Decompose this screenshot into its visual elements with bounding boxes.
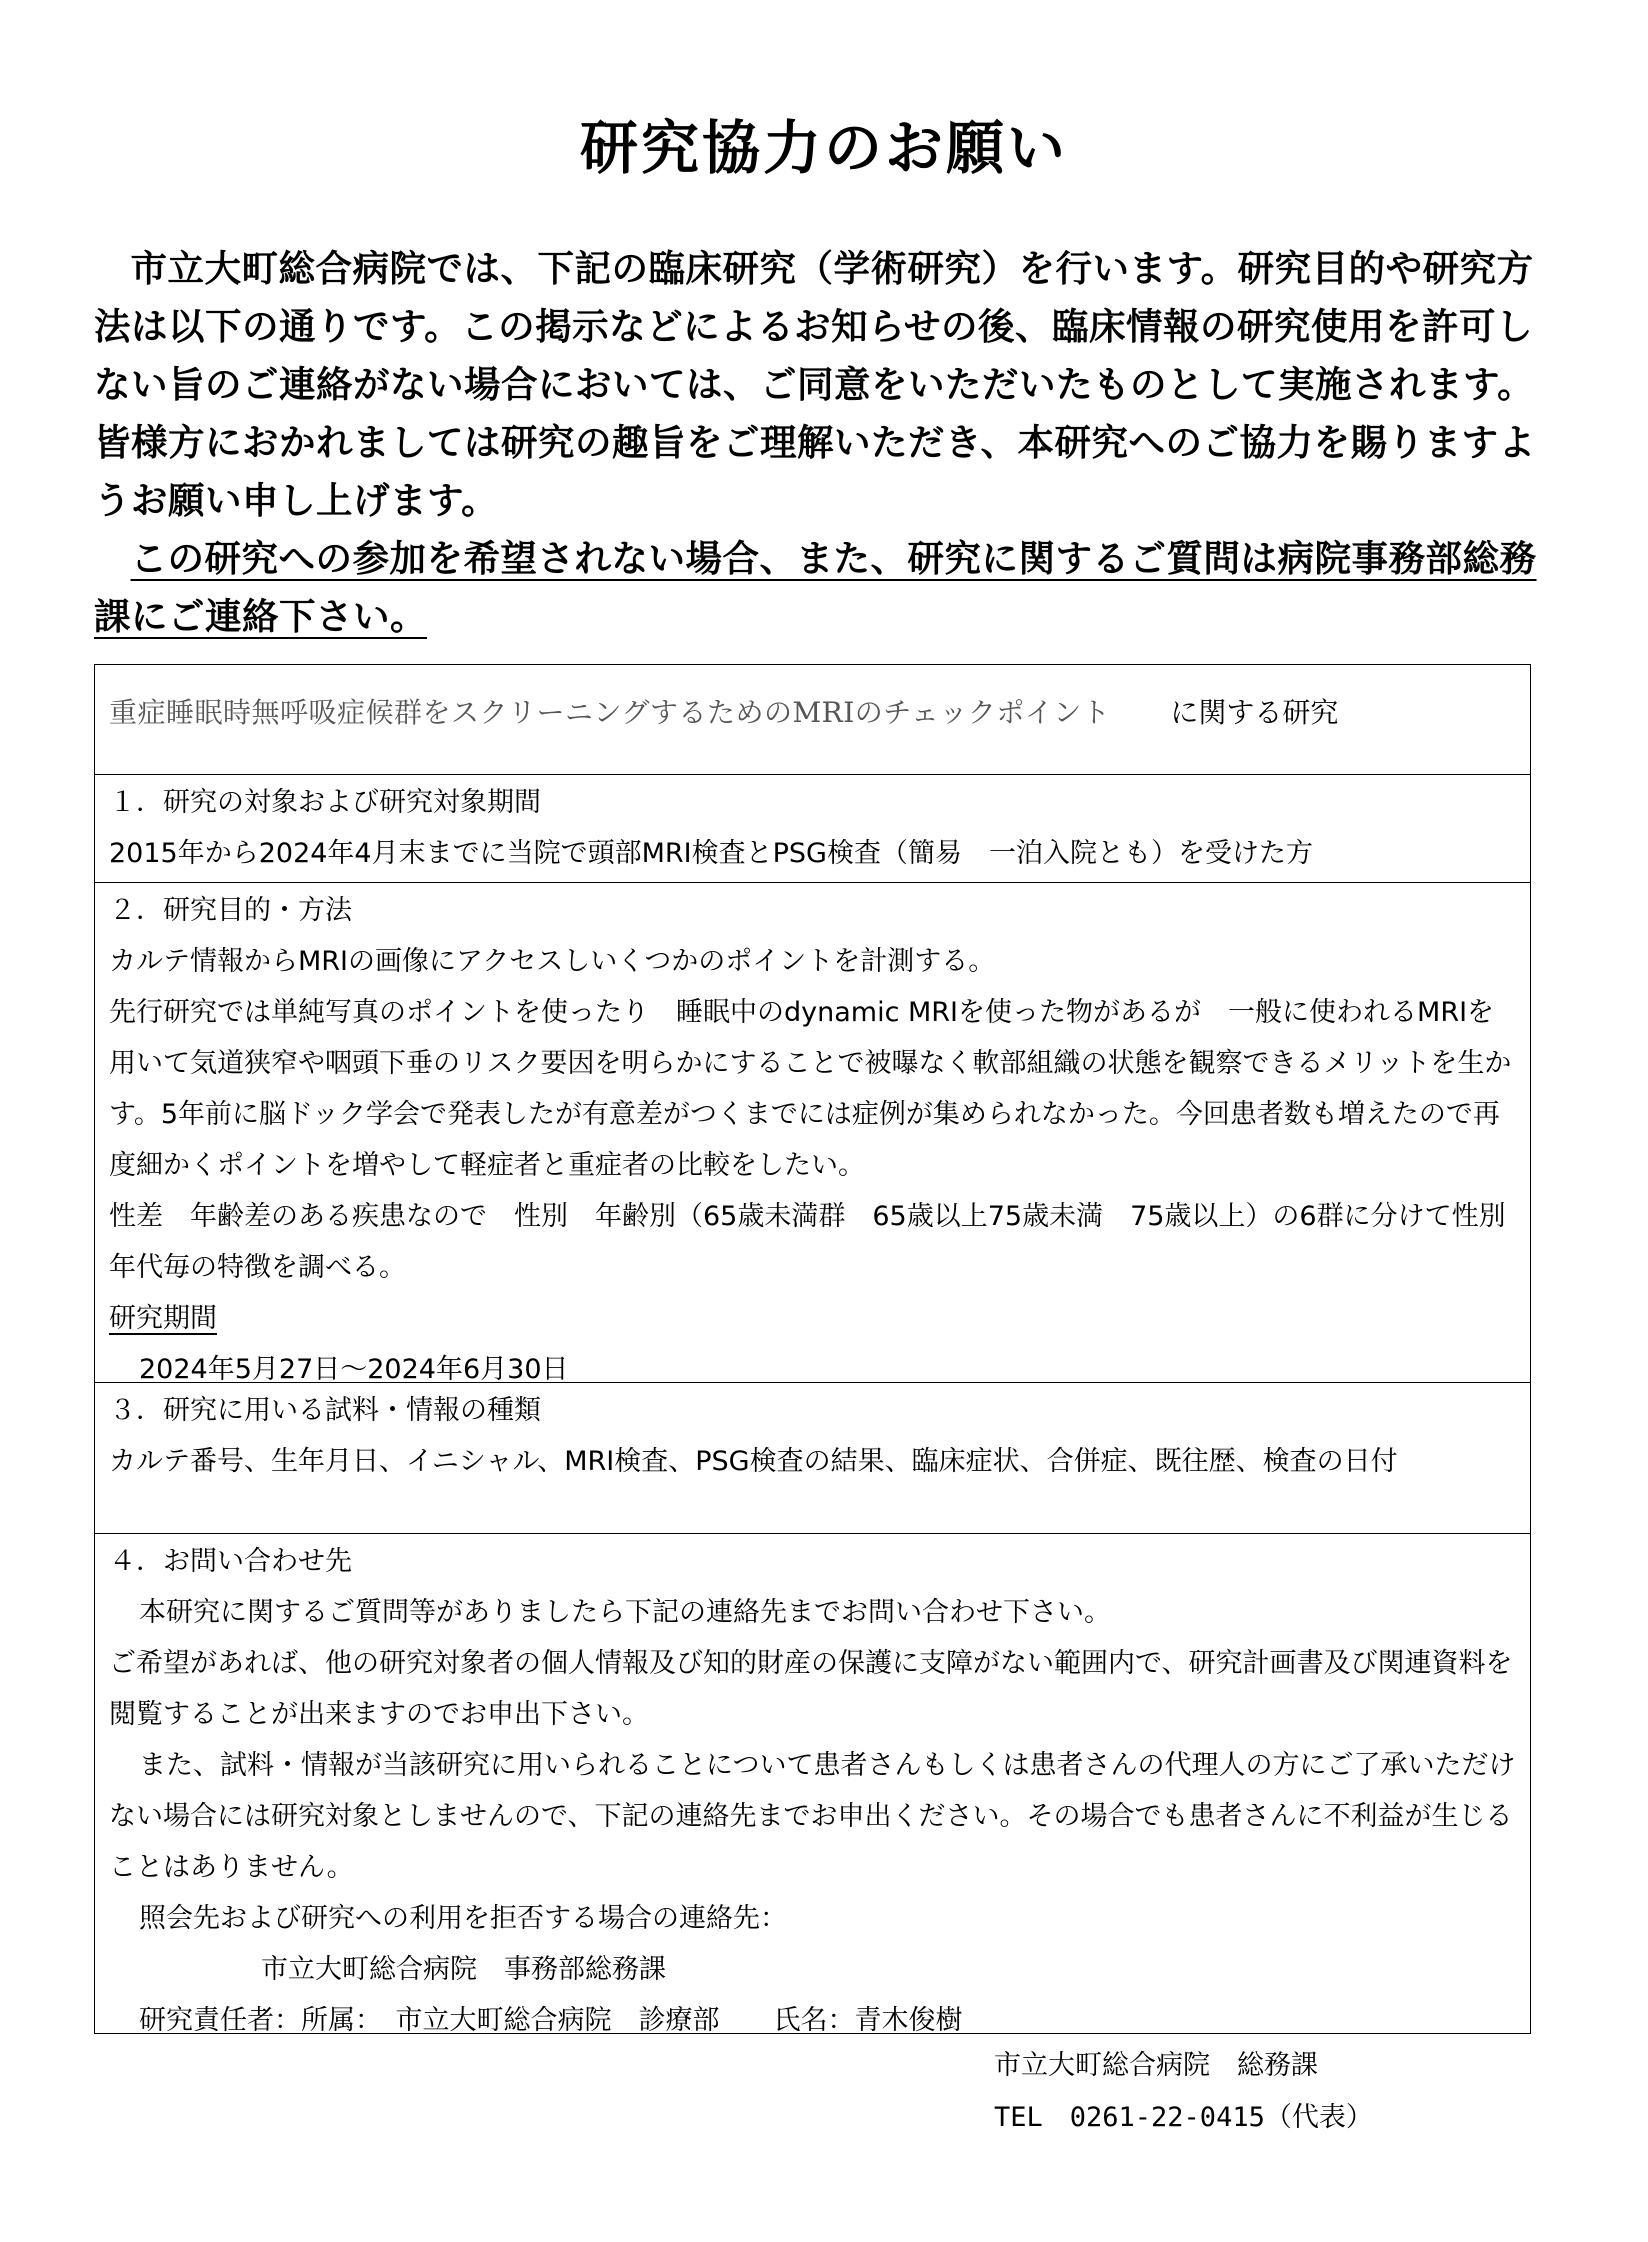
page-title: 研究協力のお願い: [579, 114, 1068, 182]
study-title-suffix: に関する研究: [1170, 696, 1339, 729]
footer-contact: [994, 2040, 1373, 2144]
intro-paragraph: 市立大町総合病院では、下記の臨床研究（学術研究）を行います。研究目的や研究方法は以下の通りです。この掲示などによるお知らせの後、臨床情報の研究使用を許可しない旨のご連絡がない場合においては、ご同意をいただいたものとして実施されます。皆様方におかれましては研究の趣旨をご理解いただき、本研究へのご協力を賜りますようお願い申し上げます。: [94, 247, 1536, 522]
footer-tel: TEL 0261-22-0415（代表）: [994, 2102, 1373, 2133]
section-contact-line: 本研究に関するご質問等がありましたら下記の連絡先までお問い合わせ下さい。: [139, 1597, 1111, 1628]
section-target-body: 2015年から2024年4月末までに当院で頭部MRI検査とPSG検査（簡易 一泊入院とも）を受けた方: [109, 838, 1313, 869]
study-period-label: 研究期間: [109, 1303, 217, 1334]
study-title-row: [95, 665, 1530, 775]
contact-label: 照会先および研究への利用を拒否する場合の連絡先：: [139, 1903, 787, 1934]
intro-notice-underlined: この研究への参加を希望されない場合、また、研究に関するご質問は病院事務部総務課にご連絡下さい。: [94, 537, 1537, 638]
section-purpose-heading: ２．研究目的・方法: [109, 895, 352, 926]
section-target: [95, 775, 1530, 883]
study-info-table: [94, 664, 1531, 2034]
section-materials: [95, 1383, 1530, 1534]
contact-org: 市立大町総合病院 事務部総務課: [261, 1954, 666, 1985]
section-purpose-line: カルテ情報からMRIの画像にアクセスしいくつかのポイントを計測する。: [109, 946, 996, 977]
section-purpose-paragraph: 先行研究では単純写真のポイントを使ったり 睡眠中のdynamic MRIを使った物があるが 一般に使われるMRIを用いて気道狭窄や咽頭下垂のリスク要因を明らかにすることで被曝なく軟部組織の状態を観察できるメリットを生かす。5年前に脳ドック学会で発表したが有意差がつくまでには症例が集められなかった。今回患者数も増えたので再度細かくポイントを増やして軽症者と重症者の比較をしたい。: [109, 997, 1512, 1181]
section-contact-paragraph1: ご希望があれば、他の研究対象者の個人情報及び知的財産の保護に支障がない範囲内で、研究計画書及び関連資料を閲覧することが出来ますのでお申出下さい。: [109, 1648, 1513, 1730]
section-contact-heading: ４．お問い合わせ先: [109, 1546, 352, 1577]
section-materials-body: カルテ番号、生年月日、イニシャル、MRI検査、PSG検査の結果、臨床症状、合併症、既往歴、検査の日付: [109, 1446, 1398, 1477]
section-purpose: [95, 883, 1533, 1385]
section-contact-paragraph2: また、試料・情報が当該研究に用いられることについて患者さんもしくは患者さんの代理人の方にご了承いただけない場合には研究対象としませんので、下記の連絡先までお申出ください。その場合でも患者さんに不利益が生じることはありません。: [109, 1750, 1516, 1883]
section-target-heading: １．研究の対象および研究対象期間: [109, 787, 541, 818]
section-materials-heading: ３．研究に用いる試料・情報の種類: [109, 1395, 541, 1426]
section-contact: [95, 1534, 1530, 2046]
study-title: 重症睡眠時無呼吸症候群をスクリーニングするためのMRIのチェックポイント: [109, 696, 1111, 729]
section-purpose-paragraph2: 性差 年齢差のある疾患なので 性別 年齢別（65歳未満群 65歳以上75歳未満 75歳以上）の6群に分けて性別 年代毎の特徴を調べる。: [109, 1201, 1533, 1283]
study-period: 2024年5月27日～2024年6月30日: [139, 1354, 569, 1385]
principal-investigator: 研究責任者：所属： 市立大町総合病院 診療部 氏名：青木俊樹: [139, 2005, 963, 2036]
footer-org: 市立大町総合病院 総務課: [994, 2050, 1318, 2081]
intro-section: [94, 240, 1554, 646]
